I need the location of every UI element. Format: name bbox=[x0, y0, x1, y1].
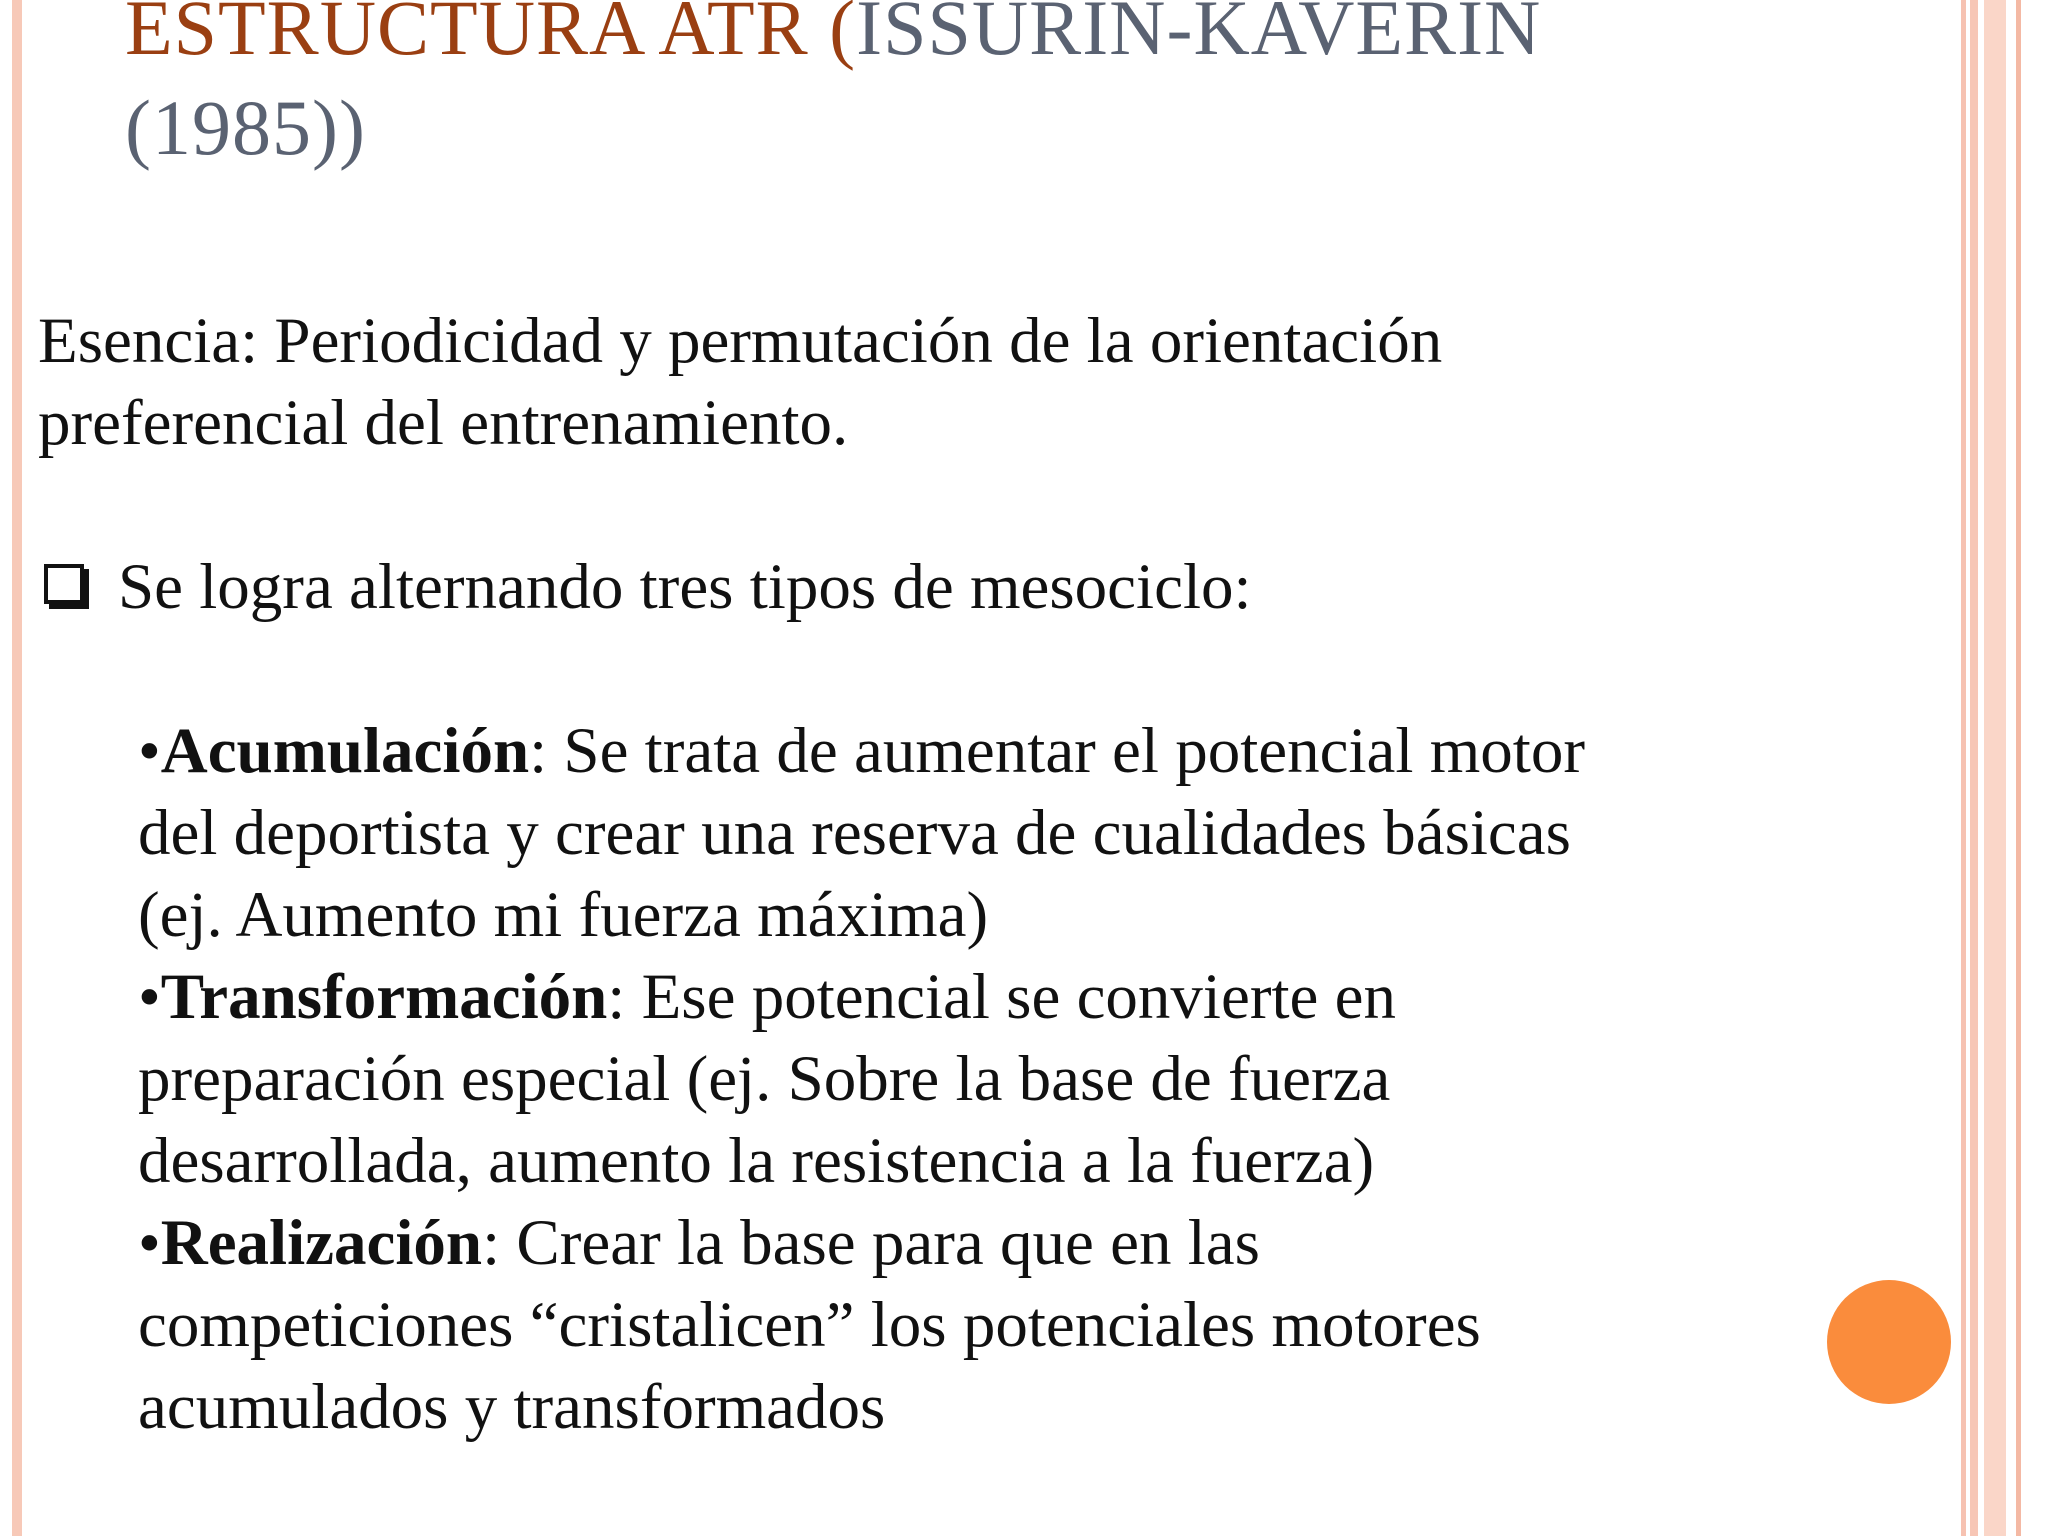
bullet-acumulacion bbox=[138, 710, 1938, 956]
bullet-text: acumulados y transformados bbox=[138, 1371, 886, 1443]
bullet-text: competiciones “cristalicen” los potenciales motores bbox=[138, 1289, 1481, 1361]
checkbox-text: Se logra alternando tres tipos de mesociclo: bbox=[118, 551, 1252, 623]
title-year: (1985)) bbox=[125, 84, 366, 171]
right-border-stripe bbox=[1984, 0, 2006, 1536]
bullet-text: : Ese potencial se convierte en bbox=[607, 961, 1396, 1033]
bullet-realizacion bbox=[138, 1202, 1938, 1448]
bullet-text: : Crear la base para que en las bbox=[482, 1207, 1260, 1279]
bullet-transformacion bbox=[138, 956, 1938, 1202]
esencia-line-2: preferencial del entrenamiento. bbox=[38, 387, 849, 459]
bullet-text: (ej. Aumento mi fuerza máxima) bbox=[138, 879, 989, 951]
bullet-text: preparación especial (ej. Sobre la base de fuerza bbox=[138, 1043, 1391, 1115]
checkbox-icon bbox=[44, 564, 84, 604]
orange-circle-icon bbox=[1827, 1280, 1951, 1404]
title-accent: ESTRUCTURA ATR ( bbox=[125, 0, 857, 71]
bullet-marker: • bbox=[138, 1207, 161, 1279]
bullet-term: Acumulación bbox=[160, 715, 530, 787]
right-border-stripe bbox=[2016, 0, 2021, 1536]
bullet-marker: • bbox=[138, 715, 161, 787]
esencia-paragraph bbox=[38, 300, 1918, 464]
bullet-text: del deportista y crear una reserva de cualidades básicas bbox=[138, 797, 1571, 869]
title-rest: ISSURIN-KAVERIN bbox=[856, 0, 1542, 71]
bullet-term: Transformación bbox=[160, 961, 608, 1033]
bullet-term: Realización bbox=[160, 1207, 483, 1279]
right-border-stripe bbox=[1961, 0, 1966, 1536]
bullet-text: desarrollada, aumento la resistencia a la fuerza) bbox=[138, 1125, 1375, 1197]
left-border-stripe bbox=[12, 0, 22, 1536]
mesociclo-list bbox=[138, 710, 1938, 1448]
bullet-marker: • bbox=[138, 961, 161, 1033]
right-border-stripe bbox=[1970, 0, 1978, 1536]
esencia-line-1: Esencia: Periodicidad y permutación de la orientación bbox=[38, 305, 1443, 377]
bullet-text: : Se trata de aumentar el potencial motor bbox=[529, 715, 1585, 787]
slide-title bbox=[125, 0, 1825, 178]
